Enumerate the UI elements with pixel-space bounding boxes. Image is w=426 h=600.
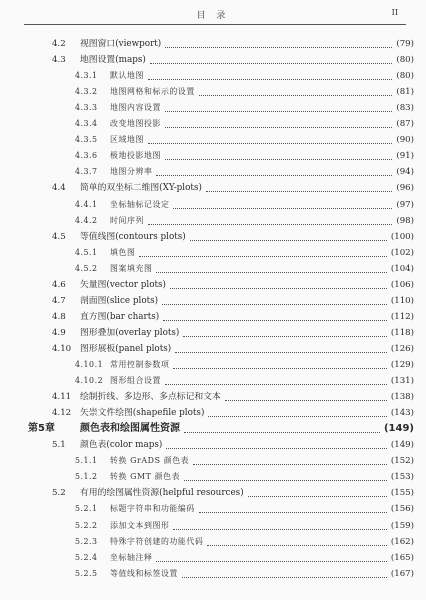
toc-entry-page: (112) <box>390 311 414 322</box>
toc-entry-title: 图案填充图 <box>110 263 153 273</box>
toc-leader-dots <box>248 486 387 497</box>
toc-leader-dots <box>165 101 392 112</box>
toc-leader-dots <box>199 502 387 513</box>
toc-entry[interactable] <box>0 437 426 453</box>
toc-entry[interactable] <box>0 357 426 373</box>
toc-entry[interactable] <box>0 566 426 582</box>
toc-leader-dots <box>184 470 387 481</box>
toc-entry-page: (102) <box>390 247 414 258</box>
toc-entry-number: 5.1.1 <box>75 456 98 466</box>
toc-entry-title: 直方图(bar charts) <box>80 311 160 322</box>
toc-entry-title: 图形展板(panel plots) <box>80 343 172 354</box>
toc-leader-dots <box>148 69 392 80</box>
toc-entry-number: 4.4.1 <box>75 199 98 209</box>
toc-entry-page: (165) <box>390 552 414 563</box>
toc-entry[interactable] <box>0 501 426 517</box>
toc-entry-page: (110) <box>390 295 414 306</box>
page-header <box>0 0 426 24</box>
toc-entry-number: 4.3.1 <box>75 71 98 81</box>
toc-leader-dots <box>173 198 392 209</box>
toc-entry-number: 4.3.2 <box>75 87 98 97</box>
toc-entry-number: 4.3.4 <box>75 119 98 129</box>
toc-entry[interactable] <box>0 164 426 180</box>
toc-entry-page: (80) <box>396 55 414 66</box>
toc-entry-number: 第5章 <box>28 423 55 435</box>
toc-entry-page: (159) <box>390 520 414 531</box>
toc-entry-page: (152) <box>390 456 414 467</box>
toc-entry[interactable] <box>0 550 426 566</box>
toc-entry-number: 5.2.1 <box>75 504 98 514</box>
toc-leader-dots <box>182 567 387 578</box>
toc-entry-page: (80) <box>396 71 414 82</box>
toc-entry-title: 等值线和标签设置 <box>110 568 178 578</box>
toc-entry-title: 绘制折线、多边形、多点标记和文本 <box>80 392 221 403</box>
toc-entry-page: (149) <box>383 423 414 435</box>
toc-entry-title: 图形组合设置 <box>110 376 161 386</box>
header-rule <box>24 24 406 25</box>
toc-entry-number: 5.2.5 <box>75 568 98 578</box>
toc-entry-title: 矢崇文件绘图(shapefile plots) <box>80 408 205 419</box>
toc-entry[interactable] <box>0 132 426 148</box>
toc-entry-number: 4.2 <box>52 39 66 49</box>
toc-entry[interactable] <box>0 197 426 213</box>
toc-entry-title: 等值线图(contours plots) <box>80 231 186 242</box>
toc-entry-page: (91) <box>396 151 414 162</box>
toc-entry[interactable] <box>0 453 426 469</box>
toc-entry-number: 5.1 <box>52 440 66 451</box>
toc-entry-title: 图形叠加(overlay plots) <box>80 327 180 338</box>
toc-entry-title: 转换 GrADS 颜色表 <box>110 456 190 466</box>
toc-entry[interactable] <box>0 52 426 68</box>
toc-entry-title: 地图内容设置 <box>110 103 161 113</box>
toc-entry-title: 默认地图 <box>110 71 144 81</box>
toc-entry-page: (131) <box>390 376 414 387</box>
toc-entry-title: 简单的双坐标二维图(XY-plots) <box>80 183 202 194</box>
toc-entry-title: 颜色表和绘图属性资源 <box>80 423 180 435</box>
toc-entry[interactable] <box>0 180 426 196</box>
toc-entry-number: 5.2 <box>52 488 66 499</box>
toc-entry-title: 特殊字符创建的功能代码 <box>110 536 204 546</box>
toc-entry-number: 4.11 <box>52 392 72 403</box>
toc-entry[interactable] <box>0 84 426 100</box>
toc-entry-number: 4.12 <box>52 408 72 419</box>
toc-entry-title: 坐标轴标记设定 <box>110 199 170 209</box>
toc-entry-title: 区域地图 <box>110 135 144 145</box>
toc-entry-number: 4.10 <box>52 343 72 354</box>
toc-entry-title: 剖面图(slice plots) <box>80 295 159 306</box>
toc-entry-page: (143) <box>390 408 414 419</box>
toc-leader-dots <box>173 358 386 369</box>
toc-entry[interactable] <box>0 293 426 309</box>
toc-leader-dots <box>156 262 386 273</box>
toc-leader-dots <box>148 133 392 144</box>
toc-entry-page: (79) <box>396 39 414 49</box>
toc-entry-number: 4.4 <box>52 183 66 194</box>
toc-entry-title: 转换 GMT 颜色表 <box>110 472 181 482</box>
toc-entry-title: 坐标轴注释 <box>110 552 153 562</box>
toc-entry-page: (100) <box>390 231 414 242</box>
toc-entry-number: 4.6 <box>52 279 66 290</box>
toc-leader-dots <box>148 214 392 225</box>
toc-entry-title: 添加文本到图形 <box>110 520 170 530</box>
toc-leader-dots <box>170 278 387 289</box>
toc-entry-page: (126) <box>390 343 414 354</box>
toc-entry-number: 4.10.1 <box>75 360 104 369</box>
toc-entry[interactable] <box>0 229 426 245</box>
toc-entry[interactable] <box>0 116 426 132</box>
toc-entry-title: 地图分辨率 <box>110 167 153 177</box>
toc-entry[interactable] <box>0 469 426 485</box>
toc-entry-number: 4.5 <box>52 231 66 242</box>
toc-leader-dots <box>156 551 386 562</box>
toc-entry-number: 4.7 <box>52 295 66 306</box>
toc-entry-title: 有用的绘图属性资源(helpful resources) <box>80 488 244 499</box>
toc-leader-dots <box>165 37 392 48</box>
toc-entry-number: 5.2.3 <box>75 536 98 546</box>
header-title: 目 录 <box>196 11 230 21</box>
toc-leader-dots <box>183 326 387 337</box>
toc-entry-number: 4.3.6 <box>75 151 98 161</box>
toc-entry[interactable] <box>0 534 426 550</box>
toc-entry-page: (138) <box>390 392 414 403</box>
toc-entry-title: 时间序列 <box>110 215 144 225</box>
toc-entry-page: (96) <box>396 183 414 194</box>
toc-entry[interactable] <box>0 405 426 421</box>
toc-entry-page: (94) <box>396 167 414 178</box>
toc-entry[interactable] <box>0 245 426 261</box>
toc-leader-dots <box>162 294 387 305</box>
toc-leader-dots <box>165 117 392 128</box>
toc-leader-dots <box>175 342 387 353</box>
toc-entry-number: 4.8 <box>52 311 66 322</box>
toc-entry-title: 矢量图(vector plots) <box>80 279 166 290</box>
toc-entry-number: 4.5.1 <box>75 247 98 257</box>
toc-entry-title: 地图设置(maps) <box>80 55 146 66</box>
toc-entry-number: 5.2.4 <box>75 552 98 562</box>
toc-entry-page: (118) <box>390 327 414 338</box>
toc-entry-title: 改变地图投影 <box>110 119 161 129</box>
toc-leader-dots <box>166 438 387 449</box>
toc-entry-number: 4.10.2 <box>75 376 104 386</box>
toc-leader-dots <box>206 181 392 192</box>
toc-entry[interactable] <box>0 389 426 405</box>
toc-entry-title: 填色图 <box>110 247 136 257</box>
toc-entry-page: (153) <box>390 472 414 483</box>
toc-leader-dots <box>165 374 387 385</box>
toc-entry-page: (98) <box>396 215 414 226</box>
toc-leader-dots <box>150 53 393 64</box>
toc-entry-page: (156) <box>390 504 414 515</box>
toc-entry-page: (90) <box>396 135 414 146</box>
toc-leader-dots <box>225 390 387 401</box>
toc-leader-dots <box>163 310 387 321</box>
toc-entry[interactable] <box>0 373 426 389</box>
toc-entry-page: (104) <box>390 263 414 274</box>
toc-entry-page: (155) <box>390 488 414 499</box>
toc-leader-dots <box>208 406 387 417</box>
toc-leader-dots <box>199 85 392 96</box>
toc-entry[interactable] <box>0 100 426 116</box>
toc-entry[interactable] <box>0 36 426 52</box>
toc-entry[interactable] <box>0 485 426 501</box>
toc-entry-page: (83) <box>396 103 414 114</box>
toc-entry-number: 5.2.2 <box>75 520 98 530</box>
toc-entry-number: 4.3.3 <box>75 103 98 113</box>
toc-entry[interactable] <box>0 261 426 277</box>
toc-leader-dots <box>207 535 386 546</box>
toc-entry-number: 4.4.2 <box>75 215 98 225</box>
toc-entry-page: (149) <box>390 440 414 451</box>
toc-entry-title: 常用控制参数项 <box>110 360 170 369</box>
toc-entry-number: 5.1.2 <box>75 472 98 482</box>
toc-entry-page: (106) <box>390 279 414 290</box>
toc-entry-title: 颜色表(color maps) <box>80 440 163 451</box>
toc-entry-number: 4.3.5 <box>75 135 98 145</box>
toc-entry-page: (97) <box>396 199 414 210</box>
toc-entry[interactable] <box>0 277 426 293</box>
toc-entry[interactable] <box>0 325 426 341</box>
toc-leader-dots <box>193 454 387 465</box>
toc-entry-number: 4.3 <box>52 55 66 66</box>
toc-entry-number: 4.5.2 <box>75 263 98 273</box>
header-page-number: II <box>391 8 398 17</box>
toc-entry-page: (81) <box>396 87 414 98</box>
toc-entry[interactable] <box>0 309 426 325</box>
toc-entry[interactable] <box>0 213 426 229</box>
toc-entry-page: (167) <box>390 568 414 579</box>
toc-leader-dots <box>139 246 386 257</box>
toc-entry[interactable] <box>0 148 426 164</box>
toc-entry-number: 4.3.7 <box>75 167 98 177</box>
toc-entry-page: (129) <box>390 360 414 370</box>
toc-leader-dots <box>173 519 386 530</box>
toc-entry-title: 视图窗口(viewport) <box>80 39 162 49</box>
toc-entry-title: 地图网格和标示的设置 <box>110 87 195 97</box>
toc-leader-dots <box>156 165 392 176</box>
toc-entry-title: 极地投影地图 <box>110 151 161 161</box>
toc-entry-title: 标题字符串和功能编码 <box>110 504 195 514</box>
toc-entry[interactable] <box>0 68 426 84</box>
toc-entry[interactable] <box>0 421 426 437</box>
toc-entry-page: (162) <box>390 536 414 547</box>
toc-leader-dots <box>190 230 387 241</box>
toc-leader-dots <box>184 422 380 433</box>
toc-entry-page: (87) <box>396 119 414 130</box>
toc-entry-number: 4.9 <box>52 327 66 338</box>
toc-leader-dots <box>165 149 392 160</box>
toc-entry[interactable] <box>0 518 426 534</box>
toc-entry[interactable] <box>0 341 426 357</box>
